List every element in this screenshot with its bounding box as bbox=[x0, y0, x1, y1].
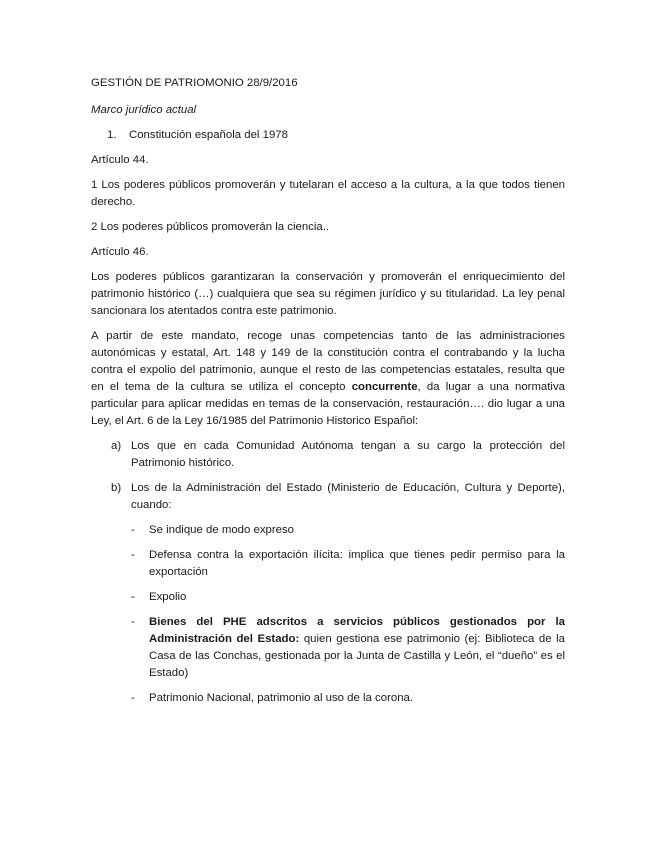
article-44-heading: Artículo 44. bbox=[91, 154, 149, 166]
dash-item-text bbox=[149, 614, 565, 682]
dash-list-item bbox=[131, 522, 565, 539]
list-item-text: Los de la Administración del Estado (Ministerio de Educación, Cultura y Deporte), cuando: bbox=[131, 482, 565, 511]
article-44-paragraph-1: 1 Los poderes públicos promoverán y tutelaran el acceso a la cultura, a la que todos tienen derecho. bbox=[91, 179, 565, 208]
dash-marker: - bbox=[131, 616, 135, 628]
list-marker: 1. bbox=[107, 129, 117, 141]
dash-list-item bbox=[131, 614, 565, 682]
dash-list-item bbox=[131, 589, 565, 606]
dash-marker: - bbox=[131, 549, 135, 561]
dash-list-item bbox=[131, 690, 565, 707]
document-body bbox=[91, 75, 565, 715]
alpha-list-item-a bbox=[91, 438, 565, 472]
dash-item-text: Expolio bbox=[149, 591, 187, 603]
dash-item-rest-text: quien gestiona ese patrimonio (ej: Biblioteca de la Casa de las Conchas, gestionada por la Junta de Castilla y León, el “dueño” es el Estado) bbox=[149, 633, 565, 679]
dash-list-item bbox=[131, 547, 565, 581]
list-item-text: Constitución española del 1978 bbox=[129, 129, 288, 141]
mandate-text-start: A partir de este mandato, recoge unas competencias tanto de las administraciones autonómicas y estatal, Art. 148 y 149 de la constitución contra el contrabando y la lucha contra el expolio del patrimonio, aunque el resto de las competencias estatales, resulta que en el tema de la cultura se utiliza el concepto bbox=[91, 330, 565, 393]
dash-marker: - bbox=[131, 591, 135, 603]
document-title: GESTIÓN DE PATRIOMONIO 28/9/2016 bbox=[91, 77, 298, 89]
article-46-paragraph: Los poderes públicos garantizaran la conservación y promoverán el enriquecimiento del patrimonio histórico (…) cualquiera que sea su régimen jurídico y su titularidad. La ley penal sancionara los atentados contra este patrimonio. bbox=[91, 271, 565, 317]
mandate-bold-term: concurrente bbox=[351, 381, 418, 393]
list-marker: b) bbox=[111, 482, 122, 494]
mandate-text-end: , da lugar a una normativa particular para aplicar medidas en temas de la conservación, restauración…. dio lugar a una Ley, el Art. 6 de la Ley 16/1985 del Patrimonio Historico Español: bbox=[91, 381, 565, 427]
alpha-list-item-b bbox=[91, 480, 565, 514]
numbered-list-item bbox=[107, 127, 565, 144]
dash-marker: - bbox=[131, 524, 135, 536]
article-46-heading: Artículo 46. bbox=[91, 246, 149, 258]
list-marker: a) bbox=[111, 440, 122, 452]
list-item-text: Los que en cada Comunidad Autónoma tengan a su cargo la protección del Patrimonio histórico. bbox=[131, 440, 565, 469]
article-44-paragraph-2: 2 Los poderes públicos promoverán la ciencia.. bbox=[91, 221, 330, 233]
dash-item-text: Defensa contra la exportación ilícita: implica que tienes pedir permiso para la exportación bbox=[149, 549, 565, 578]
dash-item-text: Patrimonio Nacional, patrimonio al uso de la corona. bbox=[149, 692, 414, 704]
dash-list bbox=[131, 522, 565, 707]
document-subtitle: Marco jurídico actual bbox=[91, 104, 197, 116]
dash-item-bold-text: Bienes del PHE adscritos a servicios públicos gestionados por la Administración del Estado: bbox=[149, 616, 565, 645]
mandate-paragraph bbox=[91, 328, 565, 430]
dash-item-text: Se indique de modo expreso bbox=[149, 524, 295, 536]
dash-marker: - bbox=[131, 692, 135, 704]
